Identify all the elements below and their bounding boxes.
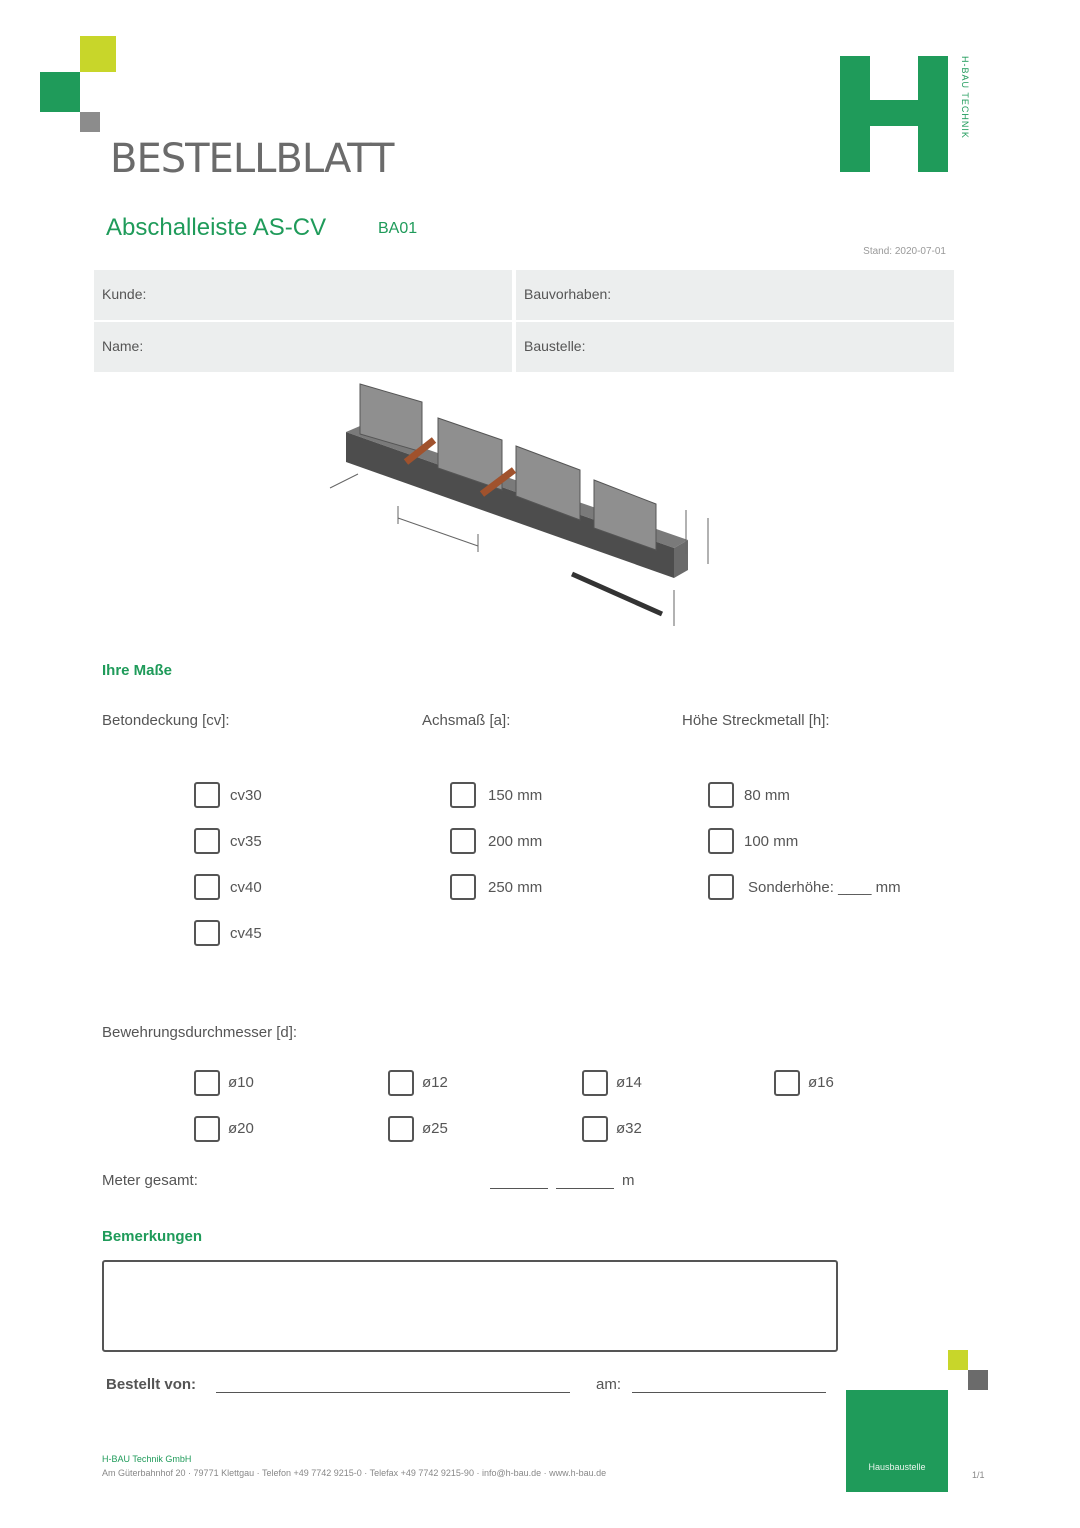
page-number: 1/1 xyxy=(972,1470,985,1480)
hoehe-80-label: 80 mm xyxy=(744,787,790,804)
hoehe-streckmetall-label: Höhe Streckmetall [h]: xyxy=(682,712,830,729)
bestellt-von-line[interactable] xyxy=(216,1392,570,1393)
d14-label: ø14 xyxy=(616,1074,642,1091)
cv45-checkbox[interactable] xyxy=(194,920,220,946)
am-label: am: xyxy=(596,1376,622,1393)
meter-gesamt-label: Meter gesamt: xyxy=(102,1172,198,1189)
d25-label: ø25 xyxy=(422,1120,448,1137)
d25-checkbox[interactable] xyxy=(388,1116,414,1142)
form-subtitle: Abschalleiste AS-CV xyxy=(106,214,327,241)
footer-square-lime xyxy=(948,1350,968,1370)
deco-square-lime xyxy=(80,36,116,72)
bemerkungen-textarea[interactable] xyxy=(102,1260,838,1352)
d10-label: ø10 xyxy=(228,1074,254,1091)
hoehe-100-checkbox[interactable] xyxy=(708,828,734,854)
deco-square-grey xyxy=(80,112,100,132)
d16-checkbox[interactable] xyxy=(774,1070,800,1096)
d16-label: ø16 xyxy=(808,1074,834,1091)
meter-input-line-2[interactable] xyxy=(556,1188,614,1189)
meter-input-line-1[interactable] xyxy=(490,1188,548,1189)
cv40-checkbox[interactable] xyxy=(194,874,220,900)
sonderhoehe-checkbox[interactable] xyxy=(708,874,734,900)
d12-label: ø12 xyxy=(422,1074,448,1091)
footer-brand-text: Hausbaustelle xyxy=(868,1462,926,1472)
achsmass-200-checkbox[interactable] xyxy=(450,828,476,854)
deco-square-green xyxy=(40,72,80,112)
bauvorhaben-label: Bauvorhaben: xyxy=(524,286,612,302)
page-title: BESTELLBLATT xyxy=(110,136,394,182)
d12-checkbox[interactable] xyxy=(388,1070,414,1096)
masse-section-title: Ihre Maße xyxy=(102,662,173,679)
achsmass-250-label: 250 mm xyxy=(488,879,543,896)
form-code: BA01 xyxy=(378,220,418,237)
achsmass-150-checkbox[interactable] xyxy=(450,782,476,808)
product-illustration xyxy=(310,378,740,643)
kunde-label: Kunde: xyxy=(102,286,147,302)
cv30-checkbox[interactable] xyxy=(194,782,220,808)
d10-checkbox[interactable] xyxy=(194,1070,220,1096)
durchmesser-label: Bewehrungsdurchmesser [d]: xyxy=(102,1024,298,1041)
achsmass-150-label: 150 mm xyxy=(488,787,543,804)
form-date: Stand: 2020-07-01 xyxy=(863,246,946,257)
betondeckung-label: Betondeckung [cv]: xyxy=(102,712,230,729)
kunde-field[interactable] xyxy=(94,270,512,320)
hoehe-80-checkbox[interactable] xyxy=(708,782,734,808)
d20-label: ø20 xyxy=(228,1120,254,1137)
footer-square-grey xyxy=(968,1370,988,1390)
bemerkungen-section-title: Bemerkungen xyxy=(102,1228,203,1245)
achsmass-label: Achsmaß [a]: xyxy=(422,712,511,729)
company-logo xyxy=(840,56,948,172)
cv35-label: cv35 xyxy=(230,833,262,850)
d14-checkbox[interactable] xyxy=(582,1070,608,1096)
cv30-label: cv30 xyxy=(230,787,262,804)
footer-address: Am Güterbahnhof 20 · 79771 Klettgau · Telefon +49 7742 9215-0 · Telefax +49 7742 9215-90 · info@h-bau.de · www.h-bau.de xyxy=(102,1468,607,1478)
name-label: Name: xyxy=(102,338,144,354)
bauvorhaben-field[interactable] xyxy=(516,270,954,320)
bestellt-von-label: Bestellt von: xyxy=(106,1376,197,1393)
achsmass-250-checkbox[interactable] xyxy=(450,874,476,900)
logo-vertical-text: H-BAU TECHNIK xyxy=(960,56,970,139)
hoehe-100-label: 100 mm xyxy=(744,833,799,850)
cv40-label: cv40 xyxy=(230,879,262,896)
am-date-line[interactable] xyxy=(632,1392,826,1393)
cv35-checkbox[interactable] xyxy=(194,828,220,854)
footer-brand-box xyxy=(846,1390,948,1492)
baustelle-field[interactable] xyxy=(516,322,954,372)
footer-company: H-BAU Technik GmbH xyxy=(102,1454,192,1464)
achsmass-200-label: 200 mm xyxy=(488,833,543,850)
sonderhoehe-label: Sonderhöhe: ____ mm xyxy=(748,879,901,896)
cv45-label: cv45 xyxy=(230,925,262,942)
name-field[interactable] xyxy=(94,322,512,372)
baustelle-label: Baustelle: xyxy=(524,338,586,354)
d32-checkbox[interactable] xyxy=(582,1116,608,1142)
meter-unit: m xyxy=(622,1172,635,1189)
d32-label: ø32 xyxy=(616,1120,642,1137)
customer-info-grid xyxy=(94,270,954,372)
d20-checkbox[interactable] xyxy=(194,1116,220,1142)
